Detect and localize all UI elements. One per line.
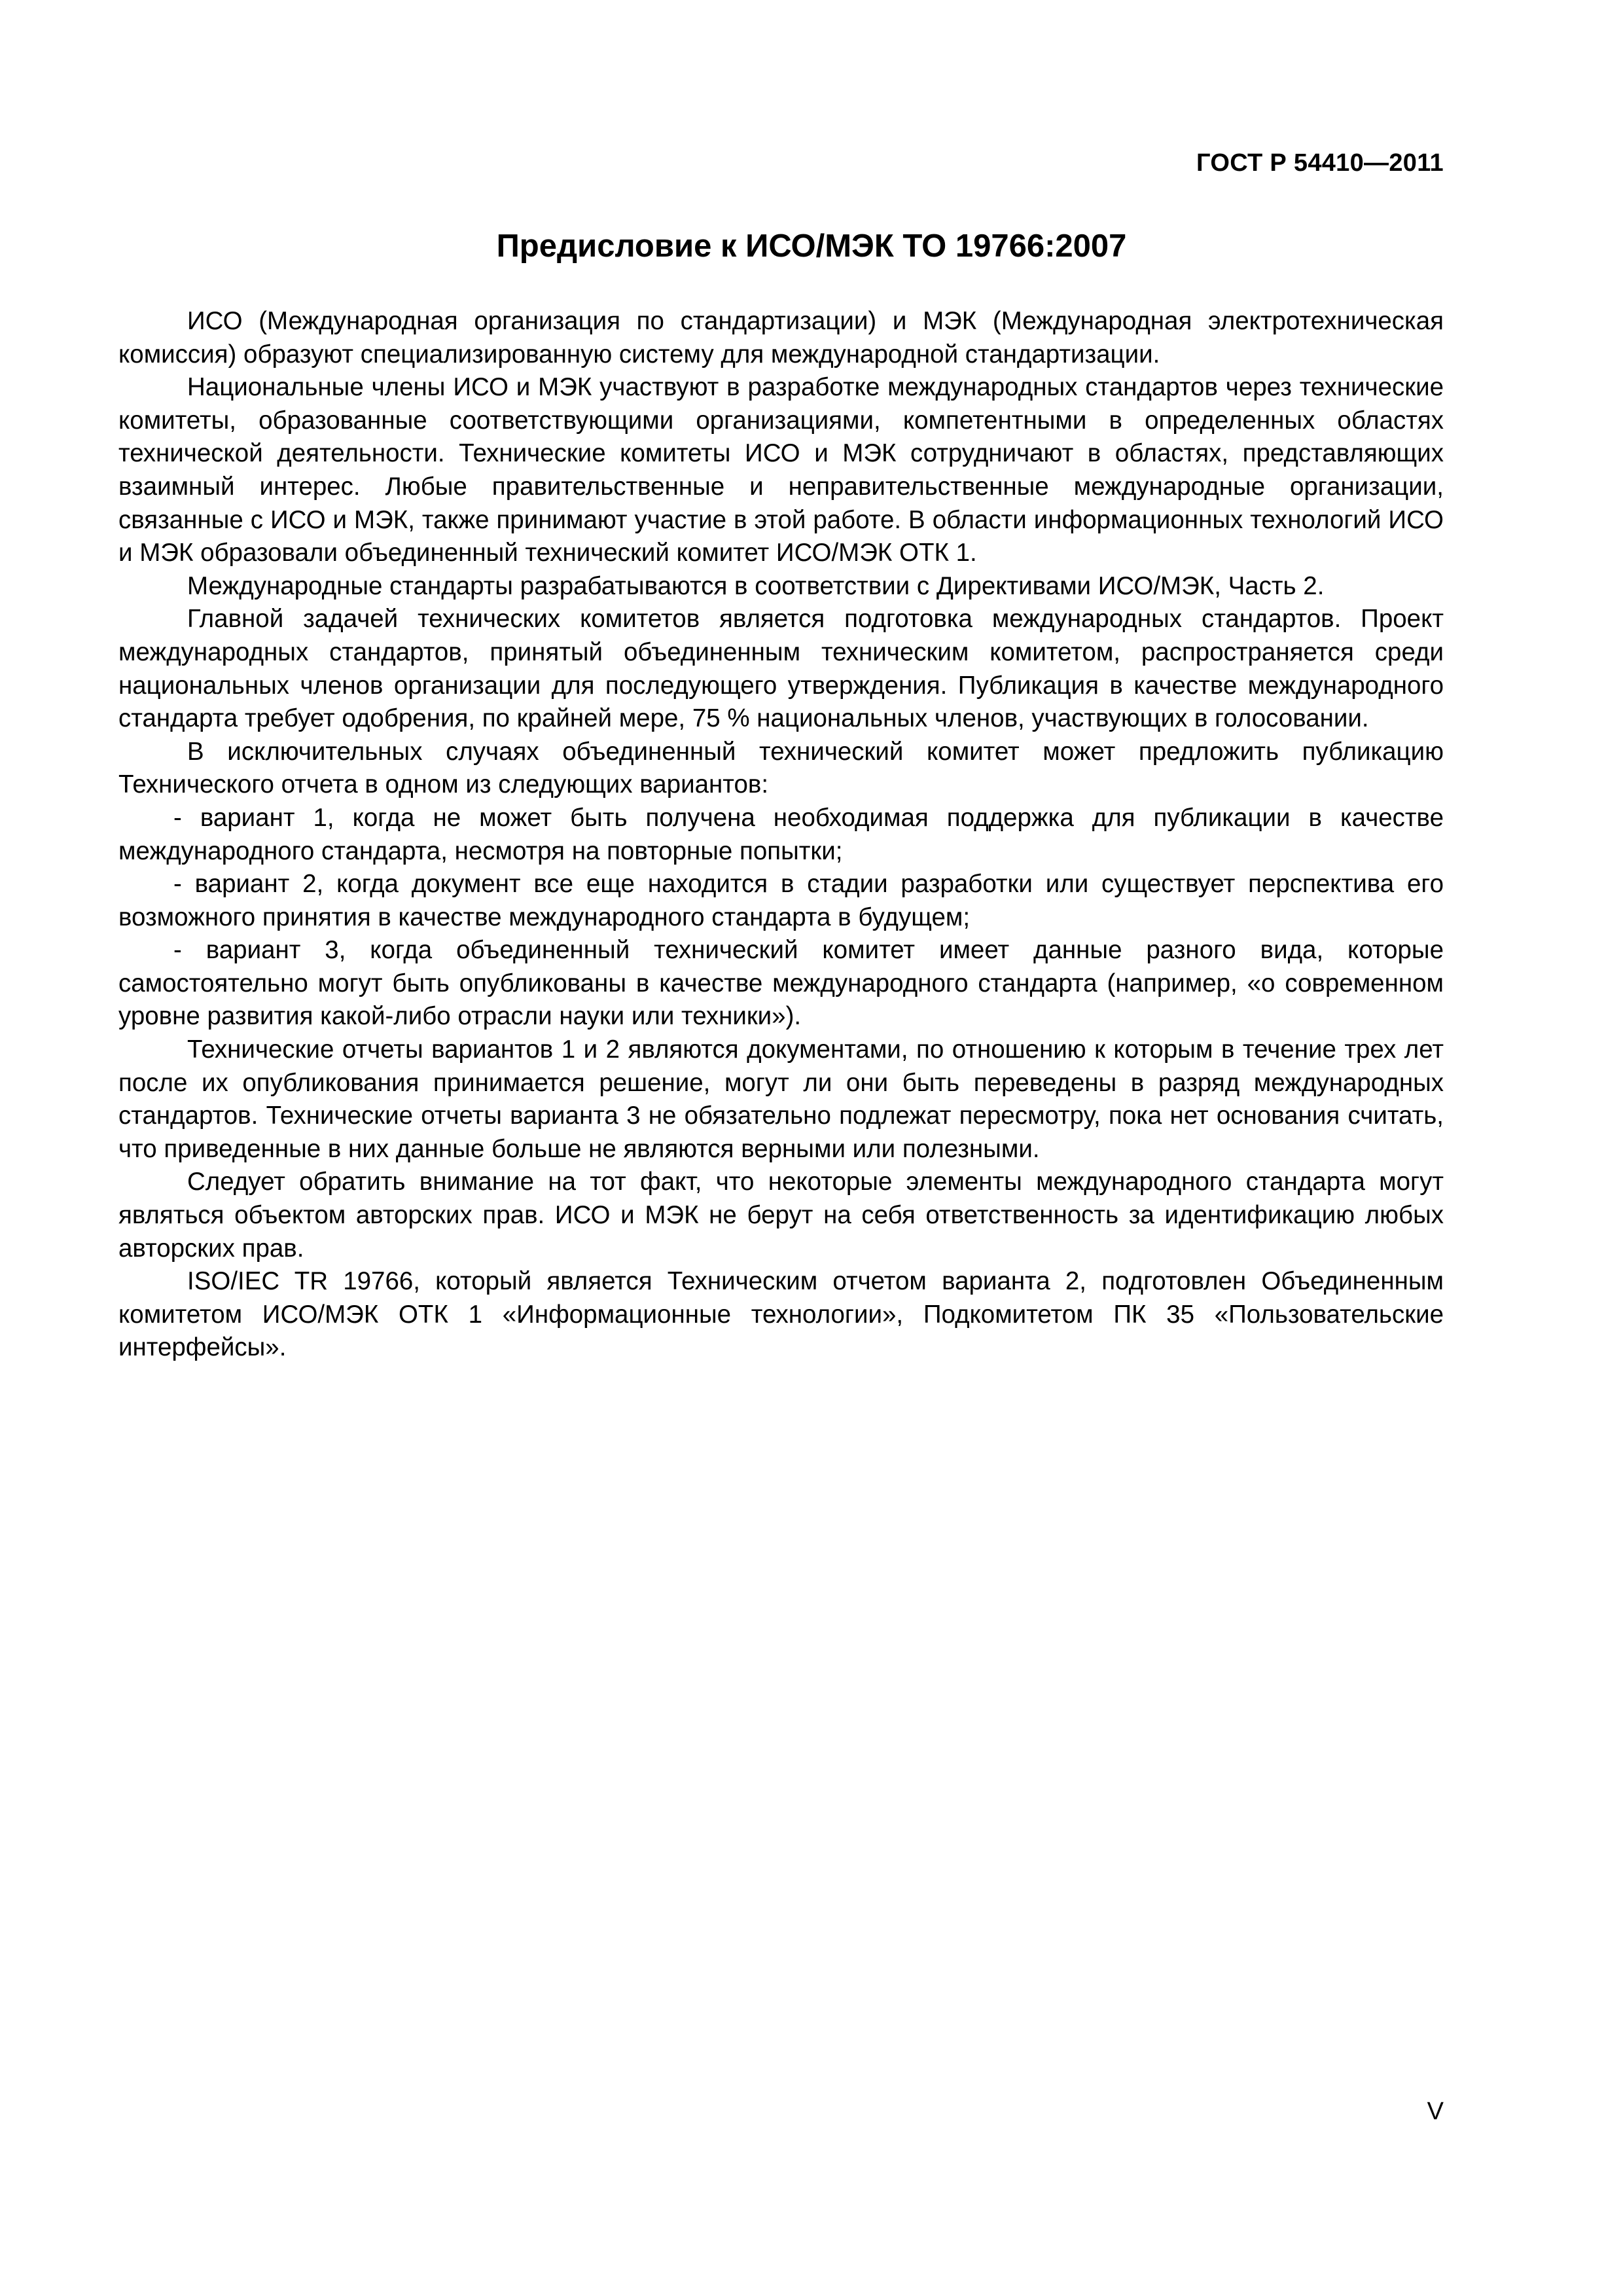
list-item-variant-1: - вариант 1, когда не может быть получена необходимая поддержка для публикации в качестве международного стандарта, несмотря на повторные попытки; — [118, 803, 1444, 865]
paragraph-exceptional-cases: В исключительных случаях объединенный технический комитет может предложить публикацию Технического отчета в одном из следующих вариантов: — [118, 737, 1444, 799]
document-body — [118, 305, 1444, 1365]
paragraph-copyright: Следует обратить внимание на тот факт, что некоторые элементы международного стандарта могут являться объектом авторских прав. ИСО и МЭК не берут на себя ответственность за идентификацию любых авторских прав. — [118, 1168, 1444, 1263]
paragraph-prepared-by: ISO/IEC TR 19766, который является Техническим отчетом варианта 2, подготовлен Объединенным комитетом ИСО/МЭК ОТК 1 «Информационные технологии», Подкомитетом ПК 35 «Пользовательские интерфейсы». — [118, 1267, 1444, 1362]
paragraph-national-members: Национальные члены ИСО и МЭК участвуют в разработке международных стандартов через технические комитеты, образованные соответствующими организациями, компетентными в определенных областях технической деятельности. Технические комитеты ИСО и МЭК сотрудничают в областях, представляющих взаимный интерес. Любые правительственные и неправительственные международные организации, связанные с ИСО и МЭК, также принимают участие в этой работе. В области информационных технологий ИСО и МЭК образовали объединенный технический комитет ИСО/МЭК ОТК 1. — [118, 373, 1444, 567]
list-item-variant-3: - вариант 3, когда объединенный технический комитет имеет данные разного вида, которые самостоятельно могут быть опубликованы в качестве международного стандарта (например, «о современном уровне развития какой-либо отрасли науки или техники»). — [118, 936, 1444, 1031]
paragraph-iso-iec-intro: ИСО (Международная организация по стандартизации) и МЭК (Международная электротехническая комиссия) образуют специализированную систему для международной стандартизации. — [118, 307, 1444, 368]
page-title: Предисловие к ИСО/МЭК ТО 19766:2007 — [496, 228, 1127, 264]
document-code: ГОСТ Р 54410—2011 — [1196, 149, 1444, 177]
paragraph-directives: Международные стандарты разрабатываются в соответствии с Директивами ИСО/МЭК, Часть 2. — [187, 571, 1325, 600]
paragraph-main-task: Главной задачей технических комитетов является подготовка международных стандартов. Проект международных стандартов, принятый объединенным техническим комитетом, распространяется среди национальных членов организации для последующего утверждения. Публикация в качестве международного стандарта требует одобрения, по крайней мере, 75 % национальных членов, участвующих в голосовании. — [118, 605, 1444, 733]
page-number: V — [1427, 2098, 1444, 2125]
list-item-variant-2: - вариант 2, когда документ все еще находится в стадии разработки или существует перспектива его возможного принятия в качестве международного стандарта в будущем; — [118, 870, 1444, 931]
paragraph-technical-reports: Технические отчеты вариантов 1 и 2 являются документами, по отношению к которым в течение трех лет после их опубликования принимается решение, могут ли они быть переведены в разряд международных стандартов. Технические отчеты варианта 3 не обязательно подлежат пересмотру, пока нет основания считать, что приведенные в них данные больше не являются верными или полезными. — [118, 1035, 1444, 1163]
